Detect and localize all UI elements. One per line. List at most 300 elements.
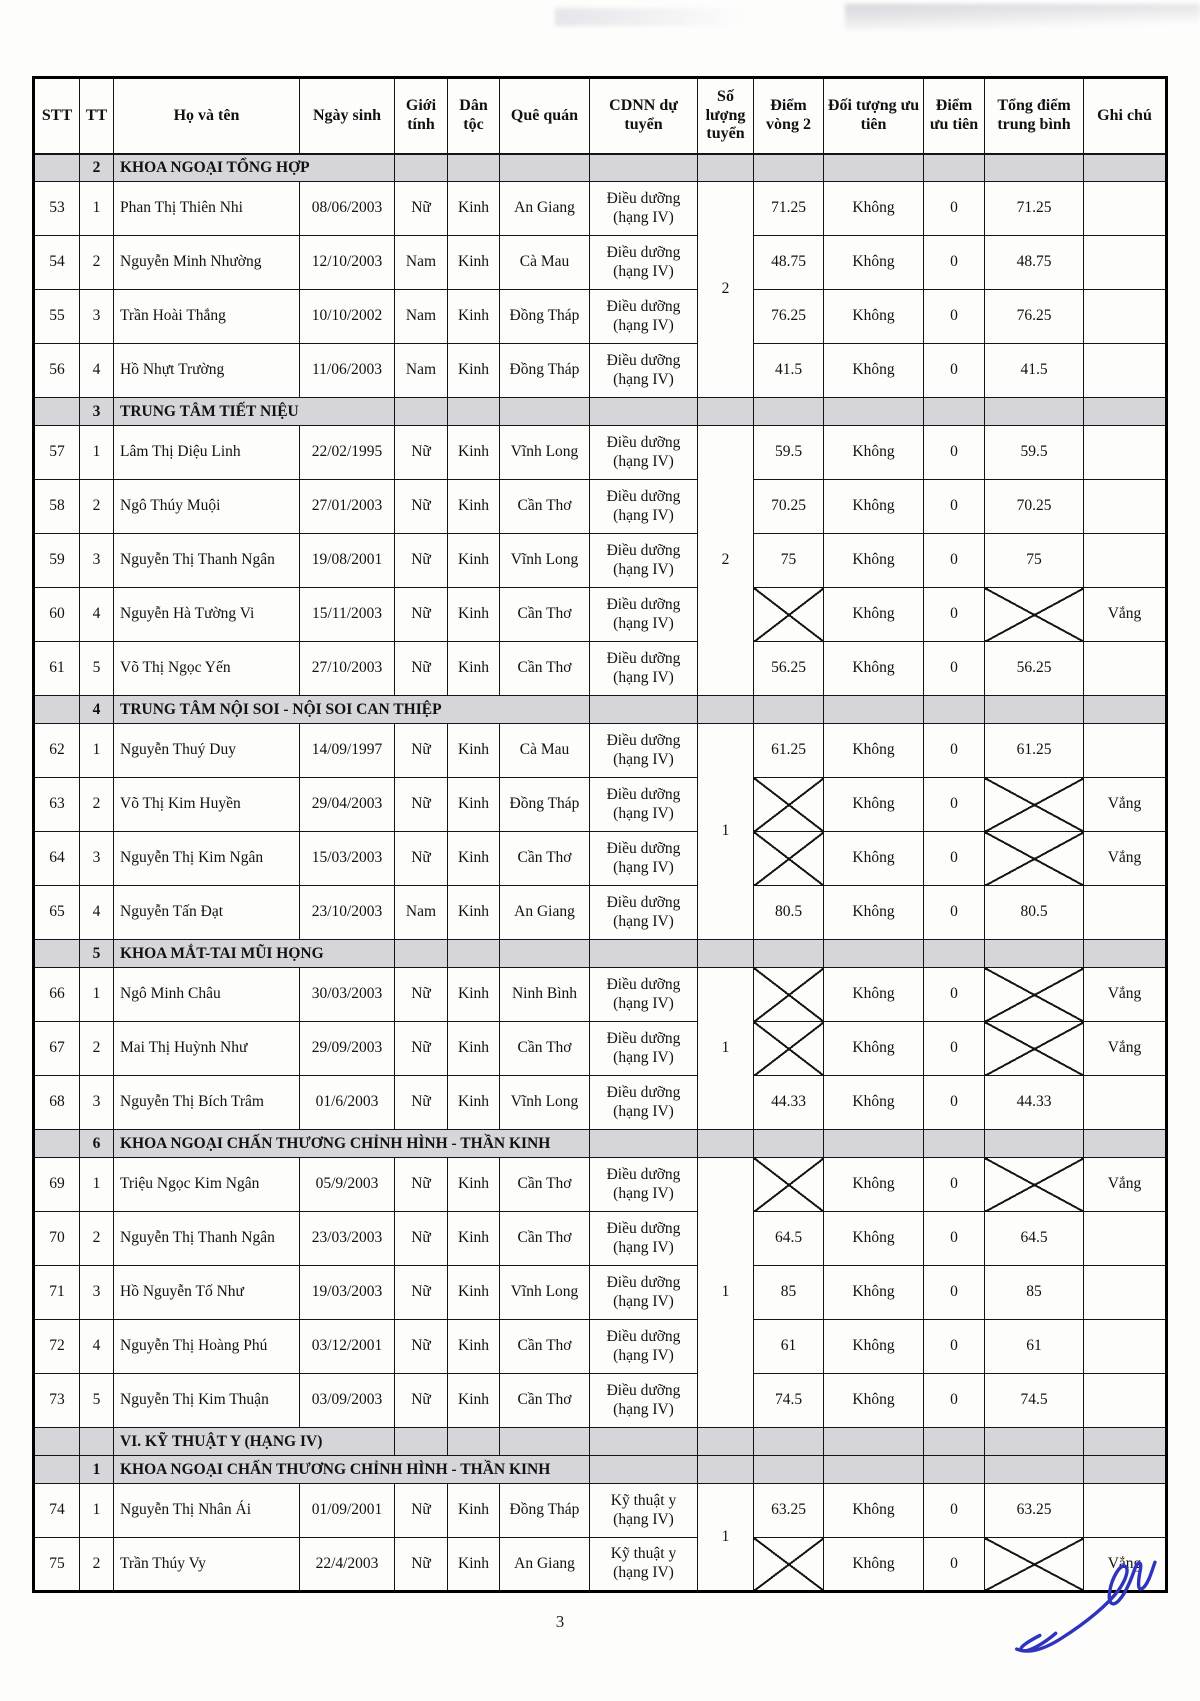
cell-stt	[34, 1130, 80, 1158]
table-row	[34, 1076, 1167, 1130]
cell-average-total: 64.5	[985, 1212, 1084, 1266]
cell-note	[1084, 480, 1167, 534]
cell-quota: 1	[698, 724, 754, 940]
cell-tt: 2	[80, 236, 114, 290]
cell-ethnicity: Kinh	[448, 1538, 500, 1592]
cell-hometown: Cần Thơ	[500, 480, 590, 534]
cell-name: Trần Thúy Vy	[114, 1538, 300, 1592]
cell-quota	[698, 1130, 754, 1158]
cell-quota	[698, 398, 754, 426]
cell-ethnicity: Kinh	[448, 236, 500, 290]
cell-average-total	[985, 1130, 1084, 1158]
cell-gender: Nam	[395, 886, 448, 940]
cell-ethnicity: Kinh	[448, 1212, 500, 1266]
cell-average-total	[985, 940, 1084, 968]
cell-priority-points: 0	[924, 236, 985, 290]
table-row	[34, 778, 1167, 832]
table-row	[34, 886, 1167, 940]
cell-priority-points	[924, 1428, 985, 1456]
cell-position: Điều dưỡng (hạng IV)	[590, 778, 698, 832]
cell-note	[1084, 1212, 1167, 1266]
cell-ethnicity: Kinh	[448, 1374, 500, 1428]
cell-average-total: 61	[985, 1320, 1084, 1374]
cell-average-total: 75	[985, 534, 1084, 588]
cell-score-round2: 76.25	[754, 290, 824, 344]
cell-hometown: Cà Mau	[500, 724, 590, 778]
cell-stt: 68	[34, 1076, 80, 1130]
cell-tt: 1	[80, 182, 114, 236]
cell-quota: 1	[698, 1484, 754, 1592]
cell-name: Triệu Ngọc Kim Ngân	[114, 1158, 300, 1212]
cell-note	[1084, 426, 1167, 480]
section-row	[34, 1456, 1167, 1484]
cell-hometown: An Giang	[500, 1538, 590, 1592]
column-header: CDNN dự tuyển	[590, 78, 698, 154]
cell-stt: 55	[34, 290, 80, 344]
cell-ethnicity: Kinh	[448, 1266, 500, 1320]
cell-name: Nguyễn Thị Bích Trâm	[114, 1076, 300, 1130]
cell-dob: 15/03/2003	[300, 832, 395, 886]
cell-dob: 19/08/2001	[300, 534, 395, 588]
cell-priority-points: 0	[924, 1320, 985, 1374]
cell-priority-points: 0	[924, 1484, 985, 1538]
cell-ethnicity: Kinh	[448, 968, 500, 1022]
cell-quota	[698, 1456, 754, 1484]
cell-tt: 2	[80, 1538, 114, 1592]
cell-average-total	[985, 696, 1084, 724]
cell-dob: 22/02/1995	[300, 426, 395, 480]
cell-gender: Nữ	[395, 968, 448, 1022]
cell-hometown: Cà Mau	[500, 236, 590, 290]
column-header: Họ và tên	[114, 78, 300, 154]
cell-average-total: 59.5	[985, 426, 1084, 480]
cell-average-total	[985, 398, 1084, 426]
cell-priority-group: Không	[824, 1266, 924, 1320]
cell-stt	[34, 398, 80, 426]
cell-position: Điều dưỡng (hạng IV)	[590, 968, 698, 1022]
cell-priority-points: 0	[924, 1538, 985, 1592]
cell-gender: Nữ	[395, 534, 448, 588]
cell-position	[590, 398, 698, 426]
cell-average-total: 48.75	[985, 236, 1084, 290]
cell-average-total: 76.25	[985, 290, 1084, 344]
cell-priority-group	[824, 940, 924, 968]
cell-average-total: 80.5	[985, 886, 1084, 940]
cell-tt: 3	[80, 832, 114, 886]
cell-stt: 69	[34, 1158, 80, 1212]
section-title: KHOA NGOẠI CHẤN THƯƠNG CHỈNH HÌNH - THẦN KINH	[114, 1456, 590, 1484]
cell-average-total: 71.25	[985, 182, 1084, 236]
cell-dob: 27/10/2003	[300, 642, 395, 696]
cell-score-round2: 41.5	[754, 344, 824, 398]
cell-tt: 5	[80, 1374, 114, 1428]
cell-priority-group	[824, 1456, 924, 1484]
cell-dob: 29/04/2003	[300, 778, 395, 832]
cell-dob: 01/09/2001	[300, 1484, 395, 1538]
cell-gender: Nữ	[395, 588, 448, 642]
section-number: 1	[80, 1456, 114, 1484]
cell-position: Điều dưỡng (hạng IV)	[590, 1374, 698, 1428]
cell-tt: 5	[80, 642, 114, 696]
cell-score-round2	[754, 778, 824, 832]
column-header: Ngày sinh	[300, 78, 395, 154]
cell-gender: Nữ	[395, 832, 448, 886]
cell-hometown	[500, 940, 590, 968]
cell-dob: 30/03/2003	[300, 968, 395, 1022]
cell-hometown: Vĩnh Long	[500, 534, 590, 588]
cell-note	[1084, 182, 1167, 236]
cell-tt: 1	[80, 1484, 114, 1538]
table-row	[34, 724, 1167, 778]
cell-priority-group: Không	[824, 534, 924, 588]
cell-hometown: Cần Thơ	[500, 588, 590, 642]
table-row	[34, 1022, 1167, 1076]
cell-note	[1084, 344, 1167, 398]
cell-position: Điều dưỡng (hạng IV)	[590, 182, 698, 236]
table-header-row	[34, 78, 1167, 154]
cell-priority-group: Không	[824, 1484, 924, 1538]
cell-priority-group: Không	[824, 236, 924, 290]
section-row	[34, 398, 1167, 426]
cell-stt: 65	[34, 886, 80, 940]
cell-note	[1084, 696, 1167, 724]
cell-score-round2: 80.5	[754, 886, 824, 940]
cell-score-round2	[754, 1022, 824, 1076]
cell-priority-group: Không	[824, 1320, 924, 1374]
column-header: Giới tính	[395, 78, 448, 154]
cell-average-total	[985, 968, 1084, 1022]
cell-dob: 19/03/2003	[300, 1266, 395, 1320]
cell-gender	[395, 1428, 448, 1456]
cell-note: Vắng	[1084, 968, 1167, 1022]
table-row	[34, 1484, 1167, 1538]
cell-priority-points: 0	[924, 290, 985, 344]
table-row	[34, 1538, 1167, 1592]
cell-quota	[698, 940, 754, 968]
section-title: VI. KỸ THUẬT Y (HẠNG IV)	[114, 1428, 395, 1456]
cell-position: Điều dưỡng (hạng IV)	[590, 1320, 698, 1374]
cell-score-round2	[754, 1456, 824, 1484]
cell-tt: 1	[80, 426, 114, 480]
cell-note	[1084, 940, 1167, 968]
cell-stt: 57	[34, 426, 80, 480]
cell-name: Võ Thị Ngọc Yến	[114, 642, 300, 696]
cell-priority-points: 0	[924, 886, 985, 940]
cell-gender: Nam	[395, 290, 448, 344]
cell-note	[1084, 1428, 1167, 1456]
cell-priority-points: 0	[924, 534, 985, 588]
cell-ethnicity	[448, 1428, 500, 1456]
cell-quota: 1	[698, 1158, 754, 1428]
cell-position: Điều dưỡng (hạng IV)	[590, 534, 698, 588]
cell-stt: 63	[34, 778, 80, 832]
cell-note	[1084, 236, 1167, 290]
cell-gender	[395, 398, 448, 426]
cell-name: Nguyễn Thị Kim Ngân	[114, 832, 300, 886]
cell-tt: 3	[80, 1266, 114, 1320]
cell-priority-points: 0	[924, 1374, 985, 1428]
cell-position: Điều dưỡng (hạng IV)	[590, 426, 698, 480]
cell-gender: Nữ	[395, 1022, 448, 1076]
cell-note: Vắng	[1084, 1538, 1167, 1592]
cell-hometown: Vĩnh Long	[500, 1266, 590, 1320]
cell-tt: 4	[80, 344, 114, 398]
cell-hometown	[500, 1428, 590, 1456]
cell-position	[590, 940, 698, 968]
cell-priority-group: Không	[824, 724, 924, 778]
cell-note: Vắng	[1084, 832, 1167, 886]
cell-note	[1084, 154, 1167, 182]
cell-priority-points	[924, 154, 985, 182]
cell-gender: Nữ	[395, 1320, 448, 1374]
cell-average-total: 74.5	[985, 1374, 1084, 1428]
cell-priority-points: 0	[924, 778, 985, 832]
cell-ethnicity: Kinh	[448, 778, 500, 832]
cell-priority-group: Không	[824, 1374, 924, 1428]
column-header: Quê quán	[500, 78, 590, 154]
cell-score-round2: 59.5	[754, 426, 824, 480]
cell-gender: Nữ	[395, 1538, 448, 1592]
cell-gender: Nữ	[395, 1212, 448, 1266]
section-number: 5	[80, 940, 114, 968]
cell-gender: Nam	[395, 236, 448, 290]
cell-dob: 23/10/2003	[300, 886, 395, 940]
cell-stt: 64	[34, 832, 80, 886]
cell-priority-points: 0	[924, 426, 985, 480]
table-row	[34, 832, 1167, 886]
section-number: 6	[80, 1130, 114, 1158]
cell-ethnicity	[448, 940, 500, 968]
cell-tt: 4	[80, 1320, 114, 1374]
table-row	[34, 344, 1167, 398]
column-header: Đối tượng ưu tiên	[824, 78, 924, 154]
cell-dob: 29/09/2003	[300, 1022, 395, 1076]
cell-position: Điều dưỡng (hạng IV)	[590, 832, 698, 886]
cell-average-total: 56.25	[985, 642, 1084, 696]
column-header: Điểm ưu tiên	[924, 78, 985, 154]
cell-priority-points: 0	[924, 642, 985, 696]
cell-dob: 23/03/2003	[300, 1212, 395, 1266]
cell-score-round2	[754, 1538, 824, 1592]
cell-priority-group: Không	[824, 1158, 924, 1212]
cell-score-round2: 74.5	[754, 1374, 824, 1428]
cell-hometown	[500, 154, 590, 182]
cell-stt: 72	[34, 1320, 80, 1374]
cell-position: Điều dưỡng (hạng IV)	[590, 1212, 698, 1266]
cell-name: Phan Thị Thiên Nhi	[114, 182, 300, 236]
cell-ethnicity: Kinh	[448, 724, 500, 778]
cell-score-round2: 63.25	[754, 1484, 824, 1538]
cell-quota	[698, 696, 754, 724]
cell-priority-group: Không	[824, 832, 924, 886]
cell-priority-points	[924, 1456, 985, 1484]
cell-dob: 12/10/2003	[300, 236, 395, 290]
cell-average-total: 44.33	[985, 1076, 1084, 1130]
cell-stt: 53	[34, 182, 80, 236]
cell-priority-points: 0	[924, 588, 985, 642]
cell-name: Nguyễn Tấn Đạt	[114, 886, 300, 940]
cell-ethnicity: Kinh	[448, 1022, 500, 1076]
cell-stt: 56	[34, 344, 80, 398]
cell-average-total	[985, 1158, 1084, 1212]
candidate-results-table	[32, 76, 1168, 1593]
cell-score-round2	[754, 1428, 824, 1456]
cell-ethnicity: Kinh	[448, 182, 500, 236]
cell-tt: 4	[80, 886, 114, 940]
cell-ethnicity: Kinh	[448, 1320, 500, 1374]
cell-score-round2: 71.25	[754, 182, 824, 236]
cell-priority-points: 0	[924, 480, 985, 534]
cell-priority-group	[824, 696, 924, 724]
cell-hometown: Đồng Tháp	[500, 344, 590, 398]
cell-note: Vắng	[1084, 588, 1167, 642]
cell-position	[590, 696, 698, 724]
table-row	[34, 1158, 1167, 1212]
cell-gender: Nam	[395, 344, 448, 398]
table-row	[34, 534, 1167, 588]
cell-hometown	[500, 398, 590, 426]
cell-priority-points	[924, 1130, 985, 1158]
cell-priority-points: 0	[924, 1076, 985, 1130]
cell-note: Vắng	[1084, 778, 1167, 832]
cell-stt	[34, 1428, 80, 1456]
cell-tt: 3	[80, 290, 114, 344]
cell-note	[1084, 1266, 1167, 1320]
cell-tt: 3	[80, 534, 114, 588]
section-title: KHOA NGOẠI TỔNG HỢP	[114, 154, 395, 182]
cell-ethnicity: Kinh	[448, 642, 500, 696]
cell-stt	[34, 940, 80, 968]
cell-name: Ngô Thúy Muội	[114, 480, 300, 534]
cell-ethnicity: Kinh	[448, 534, 500, 588]
cell-position: Điều dưỡng (hạng IV)	[590, 886, 698, 940]
cell-hometown: Cần Thơ	[500, 1320, 590, 1374]
cell-position: Điều dưỡng (hạng IV)	[590, 344, 698, 398]
cell-position: Điều dưỡng (hạng IV)	[590, 236, 698, 290]
table-row	[34, 642, 1167, 696]
cell-score-round2: 64.5	[754, 1212, 824, 1266]
cell-stt: 61	[34, 642, 80, 696]
cell-tt: 3	[80, 1076, 114, 1130]
section-title: KHOA MẮT-TAI MŨI HỌNG	[114, 940, 395, 968]
cell-name: Nguyễn Thị Kim Thuận	[114, 1374, 300, 1428]
cell-position: Điều dưỡng (hạng IV)	[590, 588, 698, 642]
cell-gender: Nữ	[395, 1374, 448, 1428]
cell-priority-group: Không	[824, 480, 924, 534]
cell-quota: 1	[698, 968, 754, 1130]
cell-priority-group	[824, 1428, 924, 1456]
cell-name: Nguyễn Thị Thanh Ngân	[114, 1212, 300, 1266]
section-number: 4	[80, 696, 114, 724]
cell-score-round2	[754, 1130, 824, 1158]
cell-position	[590, 154, 698, 182]
cell-priority-points: 0	[924, 344, 985, 398]
cell-score-round2: 56.25	[754, 642, 824, 696]
cell-position	[590, 1428, 698, 1456]
cell-position	[590, 1130, 698, 1158]
cell-note	[1084, 724, 1167, 778]
cell-gender: Nữ	[395, 642, 448, 696]
cell-average-total: 85	[985, 1266, 1084, 1320]
cell-dob: 27/01/2003	[300, 480, 395, 534]
cell-gender: Nữ	[395, 426, 448, 480]
cell-hometown: Cần Thơ	[500, 832, 590, 886]
cell-score-round2	[754, 398, 824, 426]
cell-priority-group: Không	[824, 1212, 924, 1266]
cell-position: Điều dưỡng (hạng IV)	[590, 724, 698, 778]
column-header: STT	[34, 78, 80, 154]
cell-priority-points: 0	[924, 832, 985, 886]
cell-gender: Nữ	[395, 182, 448, 236]
cell-name: Lâm Thị Diệu Linh	[114, 426, 300, 480]
cell-stt: 62	[34, 724, 80, 778]
table-row	[34, 480, 1167, 534]
cell-score-round2	[754, 1158, 824, 1212]
cell-hometown: Cần Thơ	[500, 1022, 590, 1076]
cell-score-round2	[754, 696, 824, 724]
cell-stt: 59	[34, 534, 80, 588]
cell-hometown: Cần Thơ	[500, 642, 590, 696]
cell-gender: Nữ	[395, 1158, 448, 1212]
column-header: Ghi chú	[1084, 78, 1167, 154]
cell-note	[1084, 1484, 1167, 1538]
cell-score-round2: 61	[754, 1320, 824, 1374]
section-row	[34, 696, 1167, 724]
cell-name: Võ Thị Kim Huyền	[114, 778, 300, 832]
cell-ethnicity: Kinh	[448, 290, 500, 344]
cell-tt: 2	[80, 1212, 114, 1266]
cell-average-total	[985, 588, 1084, 642]
cell-dob: 01/6/2003	[300, 1076, 395, 1130]
cell-stt	[34, 696, 80, 724]
table-row	[34, 968, 1167, 1022]
cell-gender: Nữ	[395, 1266, 448, 1320]
table-body	[34, 154, 1167, 1592]
section-row	[34, 1130, 1167, 1158]
cell-average-total	[985, 832, 1084, 886]
cell-note	[1084, 1130, 1167, 1158]
cell-quota	[698, 1428, 754, 1456]
cell-ethnicity: Kinh	[448, 426, 500, 480]
cell-average-total	[985, 778, 1084, 832]
cell-gender: Nữ	[395, 1484, 448, 1538]
cell-note	[1084, 886, 1167, 940]
cell-note	[1084, 1456, 1167, 1484]
column-header: Số lượng tuyển	[698, 78, 754, 154]
cell-gender: Nữ	[395, 724, 448, 778]
cell-stt	[34, 154, 80, 182]
cell-priority-points: 0	[924, 182, 985, 236]
section-row	[34, 1428, 1167, 1456]
cell-score-round2	[754, 832, 824, 886]
cell-priority-group: Không	[824, 426, 924, 480]
cell-average-total: 61.25	[985, 724, 1084, 778]
cell-stt	[34, 1456, 80, 1484]
table-row	[34, 426, 1167, 480]
cell-average-total	[985, 154, 1084, 182]
column-header: Điểm vòng 2	[754, 78, 824, 154]
cell-note	[1084, 1076, 1167, 1130]
cell-priority-points	[924, 398, 985, 426]
section-row	[34, 154, 1167, 182]
cell-name: Nguyễn Thị Nhân Ái	[114, 1484, 300, 1538]
table-row	[34, 182, 1167, 236]
cell-priority-points: 0	[924, 1212, 985, 1266]
cell-position: Kỹ thuật y (hạng IV)	[590, 1484, 698, 1538]
cell-hometown: An Giang	[500, 886, 590, 940]
cell-tt: 1	[80, 724, 114, 778]
table-row	[34, 1374, 1167, 1428]
